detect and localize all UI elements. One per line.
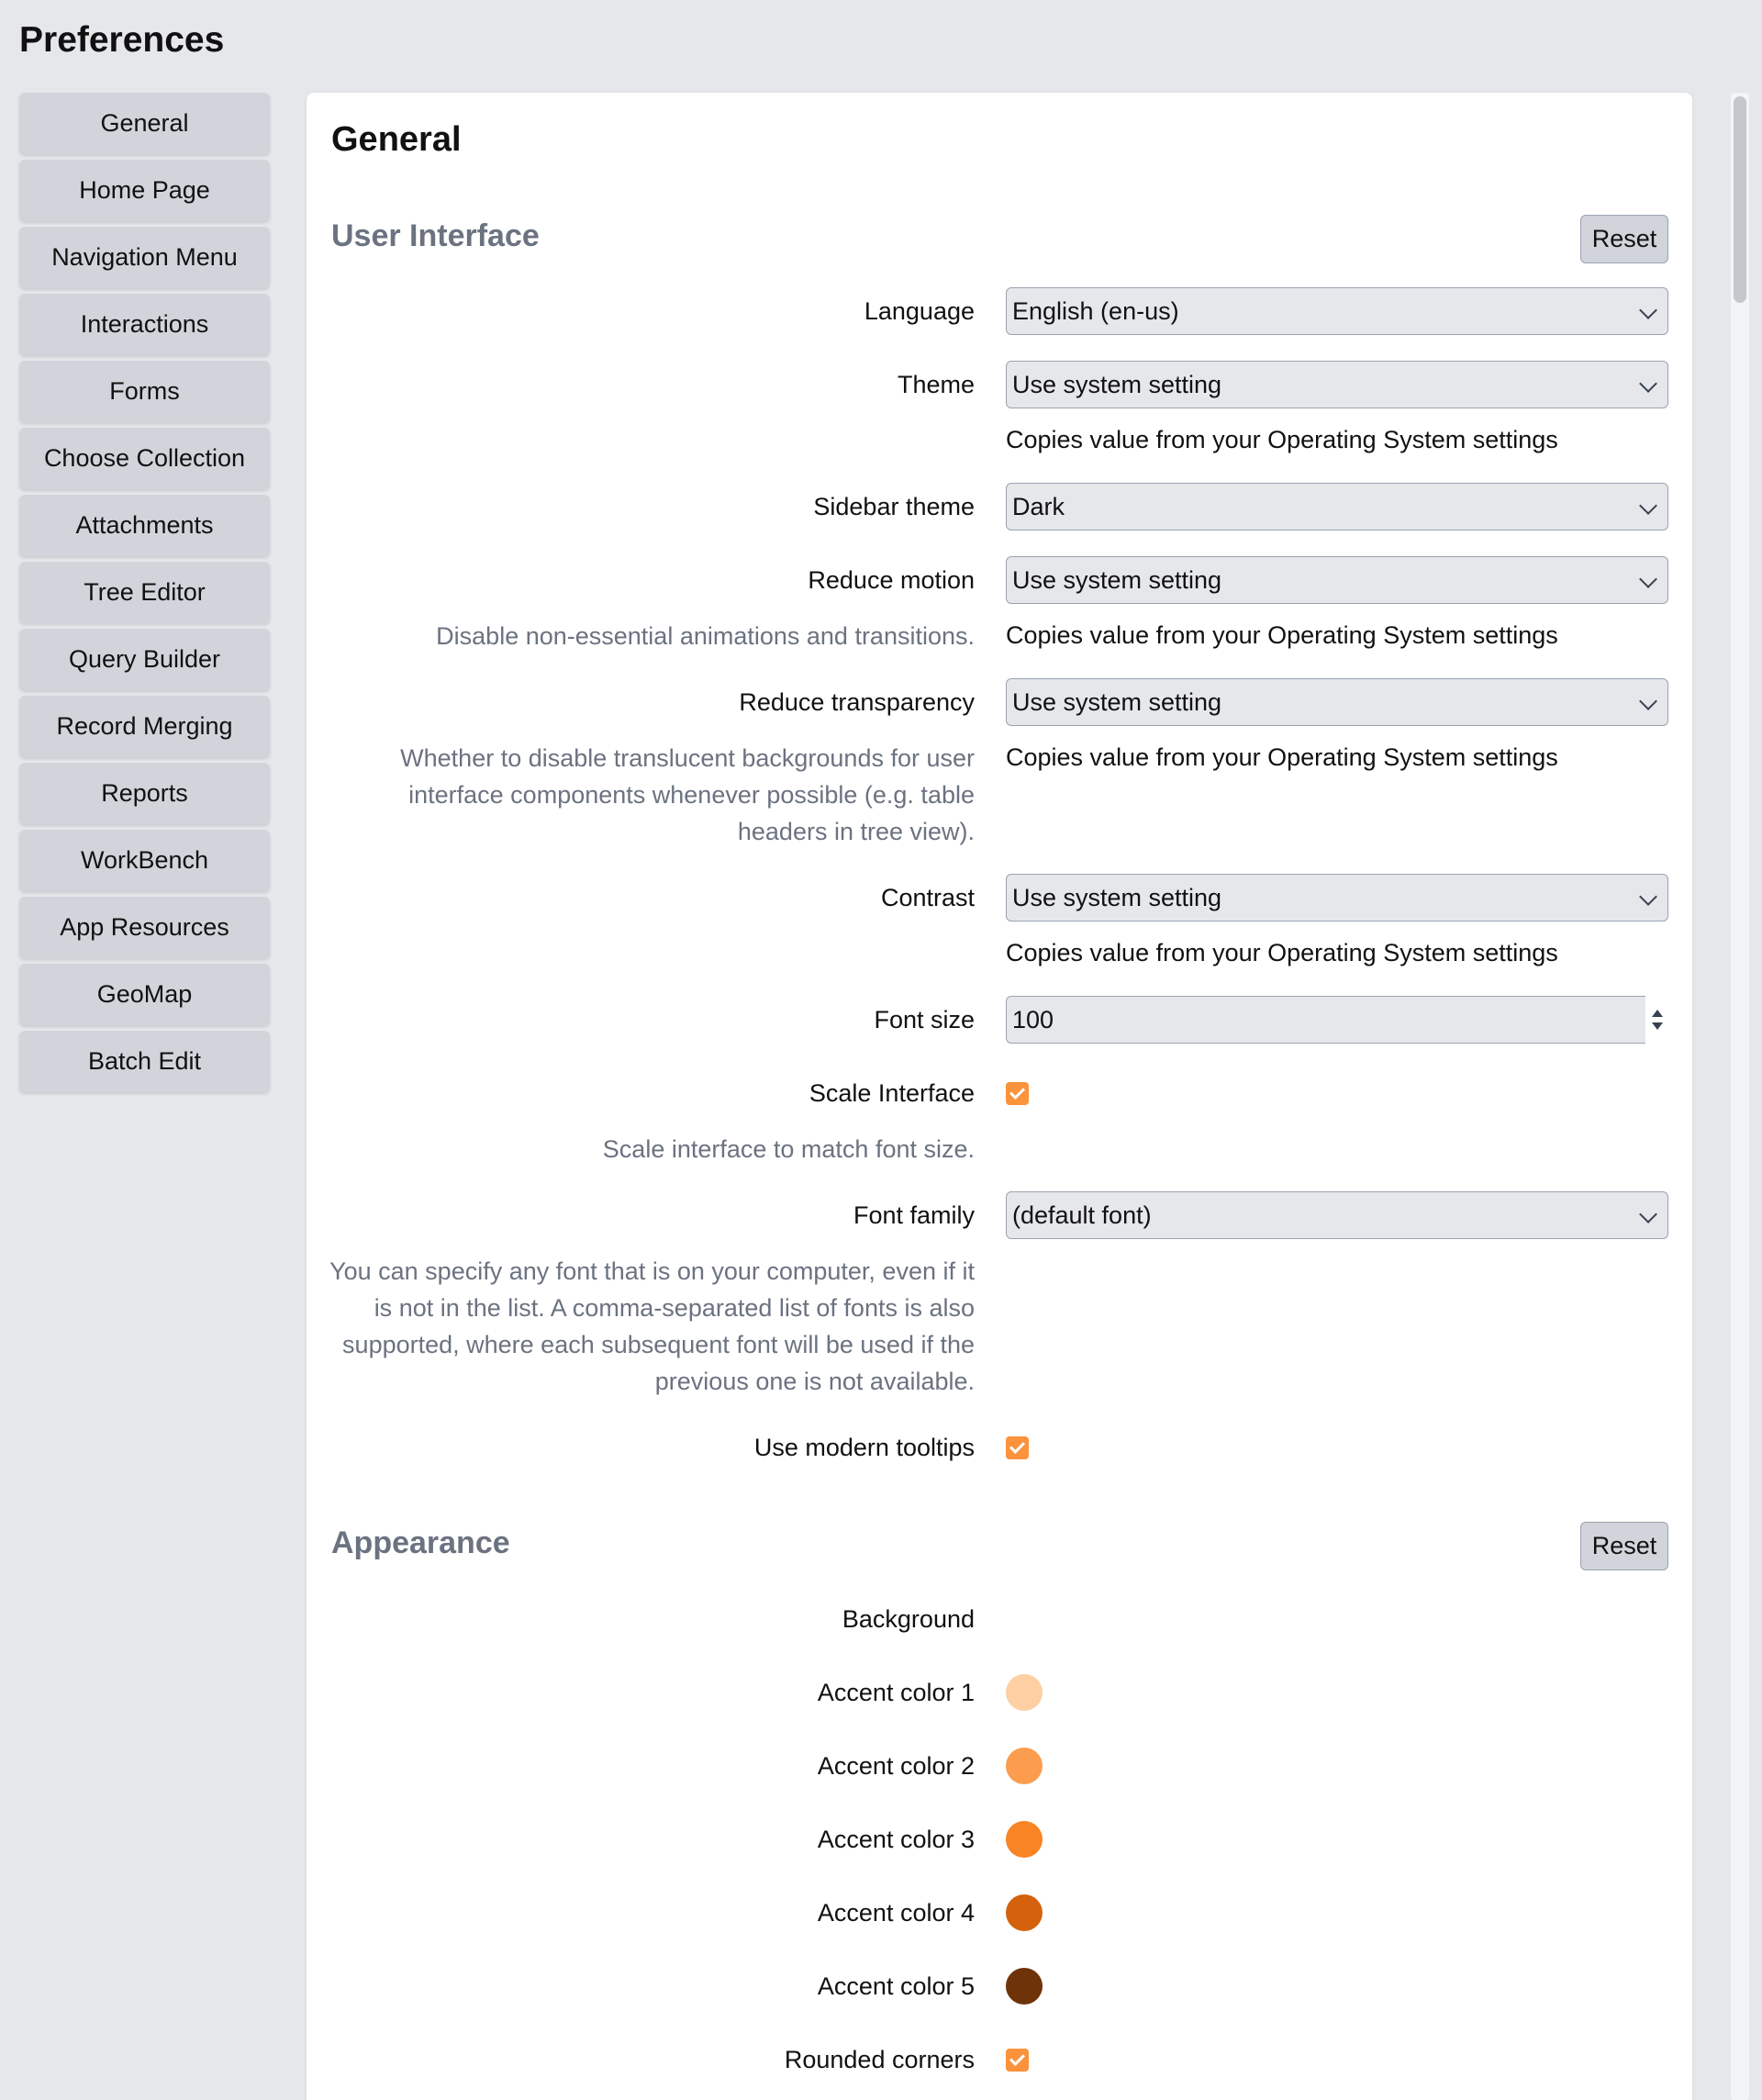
reduce-transparency-select[interactable]	[1006, 678, 1668, 726]
accent-color-3-row	[307, 1815, 1692, 1863]
sidebar-item-tree-editor[interactable]: Tree Editor	[19, 562, 270, 623]
appearance-reset-button[interactable]: Reset	[1580, 1522, 1668, 1570]
scale-interface-label: Scale Interface	[809, 1078, 975, 1107]
accent-color-1-row	[307, 1669, 1692, 1716]
language-row	[307, 287, 1692, 335]
sidebar-item-batch-edit[interactable]: Batch Edit	[19, 1031, 270, 1092]
accent-color-4-row	[307, 1889, 1692, 1937]
accent-color-3-swatch[interactable]	[1006, 1821, 1043, 1858]
chevron-down-icon	[1639, 301, 1657, 319]
sidebar-item-query-builder[interactable]: Query Builder	[19, 629, 270, 690]
sidebar-item-reports[interactable]: Reports	[19, 763, 270, 824]
sidebar-item-forms[interactable]: Forms	[19, 361, 270, 422]
page-scrollbar[interactable]	[1731, 93, 1749, 2100]
sidebar-item-general[interactable]: General	[19, 93, 270, 154]
sidebar-item-home-page[interactable]: Home Page	[19, 160, 270, 221]
section-page-title: General	[331, 120, 462, 159]
sidebar-item-workbench[interactable]: WorkBench	[19, 830, 270, 891]
theme-label: Theme	[897, 370, 975, 398]
font-size-label: Font size	[874, 1005, 975, 1033]
chevron-down-icon	[1639, 692, 1657, 710]
accent-color-1-label: Accent color 1	[817, 1678, 975, 1706]
reduce-transparency-hint: Copies value from your Operating System settings	[1006, 743, 1558, 771]
accent-color-5-swatch[interactable]	[1006, 1968, 1043, 2005]
accent-color-5-label: Accent color 5	[817, 1972, 975, 2000]
scale-interface-checkbox[interactable]	[1006, 1082, 1029, 1105]
sidebar-theme-select[interactable]	[1006, 483, 1668, 531]
page-title: Preferences	[19, 20, 225, 60]
scale-interface-row	[307, 1069, 1692, 1117]
chevron-down-icon	[1639, 1205, 1657, 1223]
modern-tooltips-checkbox[interactable]	[1006, 1436, 1029, 1459]
font-size-input[interactable]	[1006, 996, 1645, 1044]
scale-interface-description: Scale interface to match font size.	[602, 1135, 975, 1163]
reduce-transparency-label: Reduce transparency	[739, 687, 975, 716]
accent-color-3-label: Accent color 3	[817, 1825, 975, 1853]
language-select[interactable]	[1006, 287, 1668, 335]
font-size-row	[307, 996, 1692, 1044]
contrast-value: Use system setting	[1012, 883, 1222, 911]
language-value: English (en-us)	[1012, 296, 1179, 325]
chevron-down-icon	[1639, 888, 1657, 906]
font-family-select[interactable]	[1006, 1191, 1668, 1239]
reduce-motion-label: Reduce motion	[808, 565, 975, 594]
chevron-down-icon	[1639, 570, 1657, 588]
font-family-value: (default font)	[1012, 1201, 1152, 1229]
sidebar-item-app-resources[interactable]: App Resources	[19, 897, 270, 958]
theme-select[interactable]	[1006, 361, 1668, 408]
modern-tooltips-label: Use modern tooltips	[753, 1433, 975, 1461]
accent-color-4-label: Accent color 4	[817, 1898, 975, 1927]
rounded-corners-row	[307, 2036, 1692, 2083]
reduce-transparency-description: Whether to disable translucent backgrounds for user interface components whenever possible (e.g. table headers in tree view).	[400, 744, 975, 845]
scrollbar-thumb[interactable]	[1734, 96, 1746, 303]
reduce-motion-description: Disable non-essential animations and transitions.	[436, 622, 975, 650]
appearance-title: Appearance	[331, 1525, 510, 1560]
stepper-down-icon[interactable]	[1652, 1022, 1663, 1030]
sidebar-theme-value: Dark	[1012, 492, 1065, 520]
font-size-value: 100	[1012, 1005, 1054, 1033]
sidebar-item-navigation-menu[interactable]: Navigation Menu	[19, 227, 270, 288]
modern-tooltips-row	[307, 1424, 1692, 1471]
accent-color-5-row	[307, 1962, 1692, 2010]
preferences-panel	[307, 93, 1692, 2100]
reduce-motion-select[interactable]	[1006, 556, 1668, 604]
theme-row	[307, 361, 1692, 408]
sidebar-item-choose-collection[interactable]: Choose Collection	[19, 428, 270, 489]
reduce-motion-row	[307, 556, 1692, 604]
stepper-up-icon[interactable]	[1652, 1010, 1663, 1017]
accent-color-4-swatch[interactable]	[1006, 1894, 1043, 1931]
font-family-label: Font family	[853, 1201, 975, 1229]
accent-color-1-swatch[interactable]	[1006, 1674, 1043, 1711]
language-label: Language	[864, 296, 975, 325]
reduce-transparency-value: Use system setting	[1012, 687, 1222, 716]
background-label: Background	[842, 1604, 975, 1633]
theme-value: Use system setting	[1012, 370, 1222, 398]
theme-hint: Copies value from your Operating System settings	[1006, 426, 1558, 453]
font-size-stepper[interactable]	[1645, 996, 1668, 1044]
reduce-motion-hint: Copies value from your Operating System settings	[1006, 621, 1558, 649]
reduce-motion-value: Use system setting	[1012, 565, 1222, 594]
sidebar-theme-row	[307, 483, 1692, 531]
user-interface-title: User Interface	[331, 218, 540, 253]
chevron-down-icon	[1639, 497, 1657, 515]
contrast-select[interactable]	[1006, 874, 1668, 922]
sidebar	[19, 93, 270, 1092]
sidebar-item-interactions[interactable]: Interactions	[19, 294, 270, 355]
font-family-description: You can specify any font that is on your computer, even if it is not in the list. A comma-separated list of fonts is also supported, where each subsequent font will be used if the previous one is not available.	[329, 1257, 975, 1395]
sidebar-theme-label: Sidebar theme	[813, 492, 975, 520]
reduce-transparency-row	[307, 678, 1692, 726]
accent-color-2-label: Accent color 2	[817, 1751, 975, 1780]
sidebar-item-attachments[interactable]: Attachments	[19, 495, 270, 556]
accent-color-2-swatch[interactable]	[1006, 1748, 1043, 1784]
rounded-corners-checkbox[interactable]	[1006, 2049, 1029, 2072]
sidebar-item-geomap[interactable]: GeoMap	[19, 964, 270, 1025]
chevron-down-icon	[1639, 374, 1657, 393]
contrast-label: Contrast	[880, 883, 975, 911]
rounded-corners-label: Rounded corners	[784, 2045, 975, 2073]
user-interface-reset-button[interactable]: Reset	[1580, 215, 1668, 263]
background-row	[307, 1595, 1692, 1643]
contrast-row	[307, 874, 1692, 922]
accent-color-2-row	[307, 1742, 1692, 1790]
contrast-hint: Copies value from your Operating System settings	[1006, 939, 1558, 966]
sidebar-item-record-merging[interactable]: Record Merging	[19, 696, 270, 757]
font-family-row	[307, 1191, 1692, 1239]
